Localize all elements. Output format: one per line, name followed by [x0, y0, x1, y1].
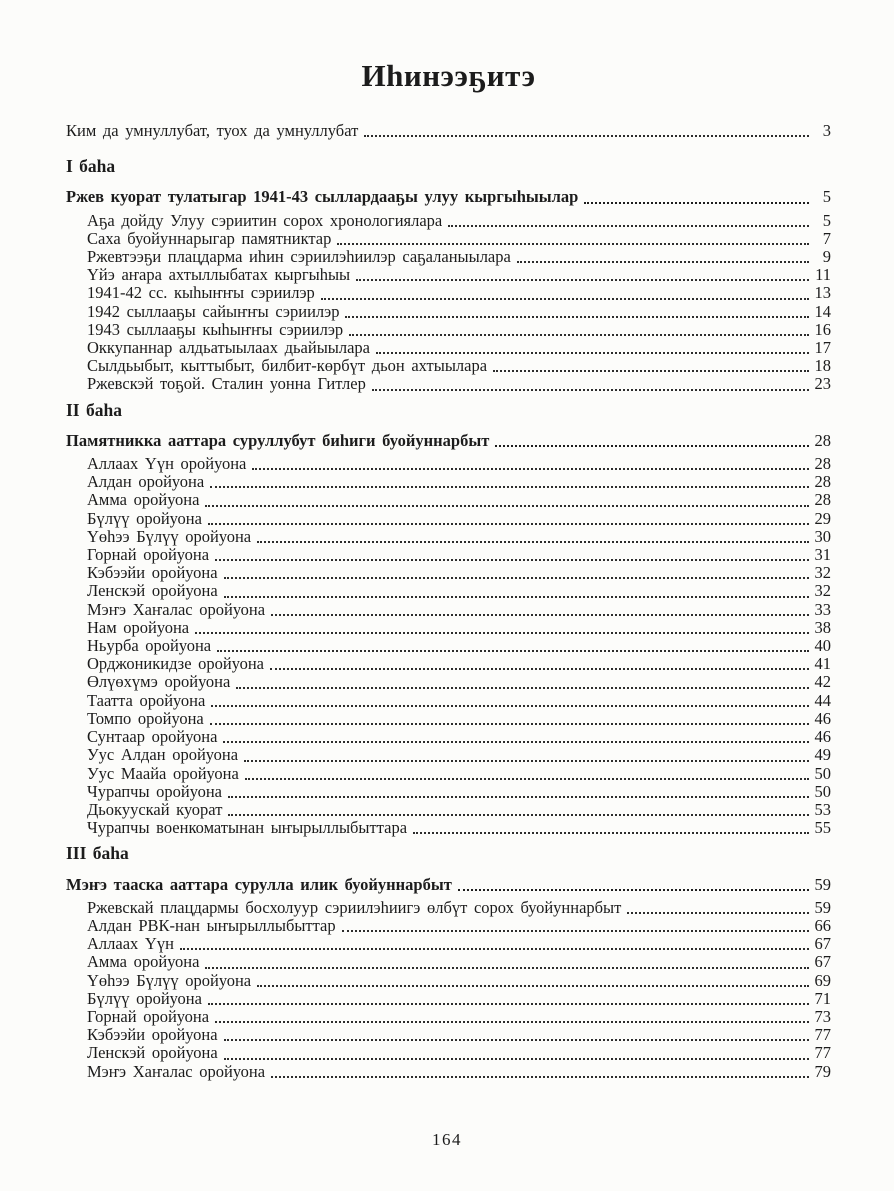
toc-entry-page: 13 [814, 283, 831, 303]
toc-entry-page: 71 [814, 988, 831, 1008]
toc-entry-page: 67 [814, 952, 831, 972]
toc-entry-page: 77 [814, 1043, 831, 1063]
section-heading: III баһа [66, 843, 129, 864]
dot-leader [228, 796, 809, 798]
dot-leader [349, 334, 809, 336]
toc-entry-label: Уус Маайа оройуона [87, 763, 239, 783]
toc-entry [66, 819, 831, 837]
dot-leader [627, 912, 809, 914]
toc-entry [66, 357, 831, 375]
toc-entry-page: 77 [814, 1025, 831, 1045]
toc-entry-label: Алдан РВК-нан ыҥырыллыбыттар [87, 915, 336, 935]
dot-leader [270, 668, 809, 670]
toc-entry [66, 692, 831, 710]
dot-leader [413, 832, 809, 834]
dot-leader [458, 889, 809, 891]
toc-entry-label: Ржевскай плацдармы босхолуур сэриилэһиигэ өлбүт сорох буойуннарбыт [87, 897, 622, 917]
dot-leader [244, 760, 809, 762]
dot-leader [208, 523, 809, 525]
toc-entry-label: Бүлүү оройуона [87, 988, 202, 1008]
toc-entry-page: 33 [814, 599, 831, 619]
toc-entry [66, 564, 831, 582]
toc-entry-label: Горнай оройуона [87, 1006, 210, 1026]
toc-entry-label: Өлүөхүмэ оройуона [87, 672, 231, 692]
toc-entry-label: Аҕа дойду Улуу сэриитин сорох хронологиялара [87, 210, 443, 230]
toc-entry-page: 31 [814, 545, 831, 565]
toc-entry [66, 1063, 831, 1081]
toc-entry-page: 55 [814, 818, 831, 838]
toc-entry-page: 28 [814, 454, 831, 474]
toc-entry-label: Үөһээ Бүлүү оройуона [87, 970, 252, 990]
toc-entry-page: 59 [814, 874, 831, 894]
dot-leader [245, 778, 809, 780]
folio-page-number: 164 [432, 1130, 462, 1149]
toc-entry [66, 321, 831, 339]
toc-entry-page: 73 [814, 1006, 831, 1026]
dot-leader [356, 279, 809, 281]
toc-entry-label: Ленскэй оройуона [87, 581, 218, 601]
toc-entry [66, 972, 831, 990]
toc-entry-page: 69 [814, 970, 831, 990]
toc-entry [66, 491, 831, 509]
toc-entry [66, 528, 831, 546]
toc-entry-label: 1941-42 сс. кыһыҥҥы сэриилэр [87, 283, 315, 303]
dot-leader [271, 1076, 809, 1078]
dot-leader [223, 741, 809, 743]
toc-entry-label: Уус Алдан оройуона [87, 745, 239, 765]
page-title: Иһинээҕитэ [361, 58, 536, 93]
toc-entry-label: Сылдьыбыт, кыттыбыт, билбит-көрбүт дьон ахтыылара [87, 356, 488, 376]
dot-leader [342, 930, 809, 932]
toc-entry [66, 510, 831, 528]
toc-entry-page: 50 [814, 763, 831, 783]
section-heading: I баһа [66, 156, 116, 177]
toc-entry-page: 44 [814, 690, 831, 710]
dot-leader [224, 577, 809, 579]
toc-entry-page: 7 [822, 228, 831, 248]
toc-entry-page: 29 [814, 508, 831, 528]
toc-entry-page: 9 [822, 247, 831, 267]
toc-entry-page: 42 [814, 672, 831, 692]
toc-entry [66, 230, 831, 248]
toc-entry [66, 212, 831, 230]
toc-entry [66, 899, 831, 917]
dot-leader [337, 243, 809, 245]
dot-leader [271, 614, 809, 616]
toc-entry-label: Чурапчы оройуона [87, 781, 222, 801]
toc-entry [66, 953, 831, 971]
toc-entry [66, 284, 831, 302]
toc-entry-label: 1942 сыллааҕы сайыҥҥы сэриилэр [87, 301, 340, 321]
dot-leader [224, 596, 809, 598]
dot-leader [345, 316, 809, 318]
toc-entry [66, 1008, 831, 1026]
toc-entry-page: 28 [814, 490, 831, 510]
toc-entry-page: 5 [822, 210, 831, 230]
toc-entry-page: 59 [814, 897, 831, 917]
toc-entry [66, 375, 831, 393]
toc-entry [66, 917, 831, 935]
toc-entry-label: Амма оройуона [87, 490, 200, 510]
dot-leader [517, 261, 809, 263]
dot-leader [215, 1021, 809, 1023]
toc-entry-page: 14 [814, 301, 831, 321]
toc-entry-label: Ньурба оройуона [87, 636, 212, 656]
toc-entry-page: 66 [814, 915, 831, 935]
toc-entry [66, 303, 831, 321]
toc-entry-label: Алдан оройуона [87, 472, 205, 492]
toc-entry [66, 1026, 831, 1044]
dot-leader [257, 985, 809, 987]
toc-entry [66, 432, 831, 450]
toc-entry-page: 49 [814, 745, 831, 765]
dot-leader [321, 298, 809, 300]
toc-entry-page: 17 [814, 338, 831, 358]
toc-entry-label: Мэҥэ Хаҥалас оройуона [87, 599, 266, 619]
toc-entry [66, 728, 831, 746]
toc-entry [66, 473, 831, 491]
toc-entry [66, 455, 831, 473]
dot-leader [195, 632, 809, 634]
dot-leader [493, 370, 809, 372]
section-heading: II баһа [66, 399, 122, 420]
dot-leader [210, 723, 809, 725]
toc-entry-page: 30 [814, 526, 831, 546]
toc-entry [66, 746, 831, 764]
toc-entry [66, 619, 831, 637]
dot-leader [364, 135, 809, 137]
toc-entry-label: Аллаах Үүн оройуона [87, 454, 247, 474]
dot-leader [236, 687, 809, 689]
dot-leader [257, 541, 809, 543]
dot-leader [215, 559, 809, 561]
toc-entry [66, 248, 831, 266]
toc-entry-label: Томпо оройуона [87, 708, 204, 728]
toc-entry [66, 122, 831, 140]
dot-leader [217, 650, 809, 652]
toc-entry-page: 40 [814, 636, 831, 656]
toc-entry-label: Дьокуускай куорат [87, 799, 223, 819]
toc-entry [66, 188, 831, 206]
toc-entry [66, 990, 831, 1008]
toc-entry [66, 801, 831, 819]
toc-entry-label: Ржевскэй тоҕой. Сталин уонна Гитлер [87, 374, 366, 394]
toc-entry-page: 28 [814, 472, 831, 492]
dot-leader [180, 948, 809, 950]
toc-entry-page: 16 [814, 319, 831, 339]
toc-entry [66, 655, 831, 673]
toc-entry-label: Памятникка ааттара суруллубут биһиги буойуннарбыт [66, 430, 490, 450]
dot-leader [376, 352, 809, 354]
toc-entry-label: Чурапчы военкоматынан ыҥырыллыбыттара [87, 818, 408, 838]
toc-entry-page: 32 [814, 581, 831, 601]
toc-entry-label: Саха буойуннарыгар памятниктар [87, 228, 332, 248]
toc-list [66, 122, 831, 1081]
dot-leader [205, 505, 809, 507]
toc-entry [66, 546, 831, 564]
dot-leader [211, 705, 809, 707]
toc-entry-label: 1943 сыллааҕы кыһыҥҥы сэриилэр [87, 319, 344, 339]
toc-entry-page: 46 [814, 708, 831, 728]
toc-entry [66, 1044, 831, 1062]
toc-entry-page: 32 [814, 563, 831, 583]
dot-leader [208, 1003, 809, 1005]
toc-entry [66, 637, 831, 655]
toc-entry-label: Сунтаар оройуона [87, 727, 218, 747]
dot-leader [372, 389, 809, 391]
dot-leader [495, 445, 809, 447]
toc-entry [66, 710, 831, 728]
toc-entry-page: 23 [814, 374, 831, 394]
toc-entry-page: 41 [814, 654, 831, 674]
toc-entry [66, 876, 831, 894]
dot-leader [448, 225, 809, 227]
toc-entry [66, 935, 831, 953]
dot-leader [224, 1039, 809, 1041]
toc-entry-label: Үйэ аҥара ахтыллыбатах кыргыһыы [87, 265, 351, 285]
dot-leader [584, 202, 809, 204]
toc-entry [66, 765, 831, 783]
toc-entry-label: Горнай оройуона [87, 545, 210, 565]
toc-entry-page: 46 [814, 727, 831, 747]
toc-entry-page: 79 [814, 1061, 831, 1081]
dot-leader [210, 486, 809, 488]
dot-leader [228, 814, 809, 816]
toc-entry-page: 50 [814, 781, 831, 801]
toc-entry-label: Ржев куорат тулатыгар 1941-43 сыллардааҕы улуу кыргыһыылар [66, 187, 579, 207]
toc-entry-page: 38 [814, 617, 831, 637]
dot-leader [224, 1058, 809, 1060]
toc-entry-label: Кэбээйи оройуона [87, 563, 218, 583]
toc-entry-label: Кэбээйи оройуона [87, 1025, 218, 1045]
toc-entry-page: 11 [815, 265, 831, 285]
toc-entry-label: Таатта оройуона [87, 690, 206, 710]
toc-entry-label: Орджоникидзе оройуона [87, 654, 264, 674]
toc-entry [66, 266, 831, 284]
toc-entry [66, 783, 831, 801]
toc-entry-page: 18 [814, 356, 831, 376]
toc-entry-page: 28 [814, 430, 831, 450]
toc-entry-label: Мэҥэ Хаҥалас оройуона [87, 1061, 266, 1081]
dot-leader [205, 967, 809, 969]
toc-entry-label: Ржевтээҕи плацдарма иһин сэриилэһиилэр саҕаланыылара [87, 247, 511, 267]
toc-entry-page: 5 [822, 187, 831, 207]
toc-entry [66, 673, 831, 691]
toc-entry [66, 582, 831, 600]
toc-entry-page: 53 [814, 799, 831, 819]
toc-entry [66, 601, 831, 619]
toc-entry-label: Аллаах Үүн [87, 934, 174, 954]
toc-entry [66, 339, 831, 357]
toc-entry-label: Оккупаннар алдьатыылаах дьайыылара [87, 338, 371, 358]
toc-entry-label: Нам оройуона [87, 617, 190, 637]
toc-entry-label: Бүлүү оройуона [87, 508, 202, 528]
toc-entry-page: 67 [814, 934, 831, 954]
toc-entry-page: 3 [822, 121, 831, 140]
toc-entry-label: Үөһээ Бүлүү оройуона [87, 526, 252, 546]
toc-entry-label: Амма оройуона [87, 952, 200, 972]
dot-leader [252, 468, 809, 470]
toc-entry-label: Ленскэй оройуона [87, 1043, 218, 1063]
toc-entry-label: Ким да умнуллубат, туох да умнуллубат [66, 121, 359, 140]
toc-entry-label: Мэҥэ тааска ааттара сурулла илик буойуннарбыт [66, 874, 452, 894]
